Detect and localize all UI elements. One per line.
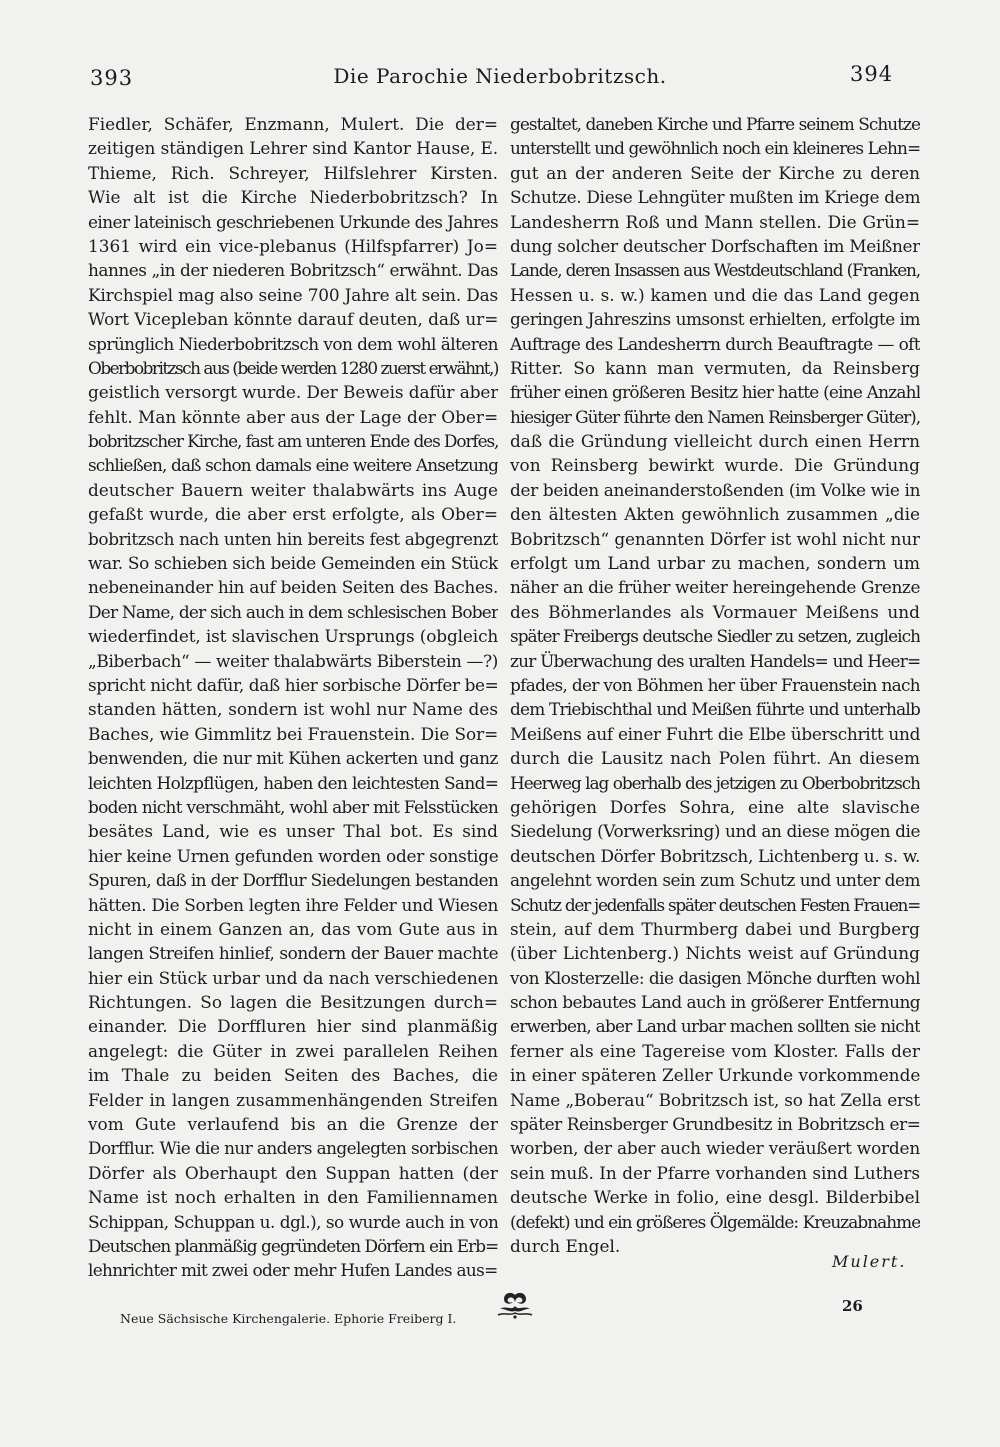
footer-publication: Neue Sächsische Kirchengalerie. Ephorie Freiberg I. [120,1311,457,1326]
right-column-line: von Klosterzelle: die dasigen Mönche durften wohl [510,967,920,988]
right-column-line: Meißens auf einer Fuhrt die Elbe überschritt und [510,723,920,744]
right-text-column [510,112,920,1258]
page-number-right: 394 [850,62,894,86]
right-column-line: unterstellt und gewöhnlich noch ein kleineres Lehn= [510,138,920,159]
left-column-line: Dörfer als Oberhaupt den Suppan hatten (der [88,1162,498,1183]
left-column-line: Wort Vicepleban könnte darauf deuten, daß ur= [88,309,498,330]
right-column-line: Auftrage des Landesherrn durch Beauftragte — oft [510,333,920,354]
author-signature: Mulert. [832,1252,907,1271]
left-column-line: Kirchspiel mag also seine 700 Jahre alt sein. Das [88,284,498,305]
left-text-column [88,112,498,1283]
right-column-line: daß die Gründung vielleicht durch einen Herrn [510,431,920,452]
left-column-line: zeitigen ständigen Lehrer sind Kantor Hause, E. [88,138,498,159]
left-column-line: Felder in langen zusammenhängenden Streifen [88,1089,498,1110]
right-column-line: zur Überwachung des uralten Handels= und Heer= [510,650,920,671]
signature-mark: 26 [842,1297,863,1315]
right-column-line: gehörigen Dorfes Sohra, eine alte slavische [510,796,920,817]
right-column-line: Ritter. So kann man vermuten, da Reinsberg [510,357,920,378]
left-column-line: Thieme, Rich. Schreyer, Hilfslehrer Kirsten. [88,162,498,183]
left-column-line: Dorfflur. Wie die nur anders angelegten sorbischen [88,1138,498,1159]
right-column-line: dung solcher deutscher Dorfschaften im Meißner [510,235,920,256]
right-column-line: näher an die früher weiter hereingehende Grenze [510,577,920,598]
right-column-line: Schutze. Diese Lehngüter mußten im Kriege dem [510,187,920,208]
left-column-line: Fiedler, Schäfer, Enzmann, Mulert. Die der= [88,114,498,134]
right-column-line: der beiden aneinanderstoßenden (im Volke wie in [510,479,920,500]
left-column-line: bobritzsch nach unten hin bereits fest abgegrenzt [88,528,498,549]
left-column-line: angelegt: die Güter in zwei parallelen Reihen [88,1040,498,1061]
running-title: Die Parochie Niederbobritzsch. [333,64,667,88]
left-column-line: benwenden, die nur mit Kühen ackerten und ganz [88,748,498,769]
left-column-line: Wie alt ist die Kirche Niederbobritzsch? In [88,187,498,208]
left-column-line: spricht nicht dafür, daß hier sorbische Dörfer be= [88,674,498,695]
right-column-line: erfolgt um Land urbar zu machen, sondern um [510,553,920,574]
right-column-line: Bobritzsch“ genannten Dörfer ist wohl nicht nur [510,528,920,549]
right-column-line: den ältesten Akten gewöhnlich zusammen „die [510,504,920,525]
left-column-line: standen hätten, sondern ist wohl nur Name des [88,699,498,720]
right-column-line: ferner als eine Tagereise vom Kloster. Falls der [510,1040,920,1061]
left-column-line: bobritzscher Kirche, fast am unteren Ende des Dorfes, [88,431,498,452]
right-column-line: (defekt) und ein größeres Ölgemälde: Kreuzabnahme [510,1211,920,1232]
left-column-line: vom Gute verlaufend bis an die Grenze der [88,1114,498,1135]
left-column-line: boden nicht verschmäht, wohl aber mit Felsstücken [88,796,498,817]
left-column-line: einander. Die Dorffluren hier sind planmäßig [88,1016,498,1037]
fleuron-ornament-icon [494,1291,536,1319]
right-column-line: deutsche Werke in folio, eine desgl. Bilderbibel [510,1187,920,1208]
left-column-line: 1361 wird ein vice-plebanus (Hilfspfarrer) Jo= [88,235,498,256]
right-column-line: später Freibergs deutsche Siedler zu setzen, zugleich [510,626,920,647]
left-column-line: Spuren, daß in der Dorfflur Siedelungen bestanden [88,870,498,891]
left-column-line: besätes Land, wie es unser Thal bot. Es sind [88,821,498,842]
right-column-line: früher einen größeren Besitz hier hatte (eine Anzahl [510,382,920,403]
left-column-line: Schippan, Schuppan u. dgl.), so wurde auch in von [88,1211,498,1232]
left-column-line: leichten Holzpflügen, haben den leichtesten Sand= [88,772,498,793]
right-column-line: schon bebautes Land auch in größerer Entfernung [510,992,920,1013]
right-column-line: worben, der aber auch wieder veräußert worden [510,1138,920,1159]
right-column-line: Heerweg lag oberhalb des jetzigen zu Oberbobritzsch [510,772,920,793]
right-column-line: pfades, der von Böhmen her über Frauenstein nach [510,674,920,695]
right-column-line: Siedelung (Vorwerksring) und an diese mögen die [510,821,920,842]
left-column-line: langen Streifen hinlief, sondern der Bauer machte [88,943,498,964]
left-column-line: Deutschen planmäßig gegründeten Dörfern ein Erb= [88,1235,498,1256]
right-column-line: Landesherrn Roß und Mann stellen. Die Grün= [510,211,920,232]
right-column-line: sein muß. In der Pfarre vorhanden sind Luthers [510,1162,920,1183]
left-column-line: war. So schieben sich beide Gemeinden ein Stück [88,553,498,574]
right-column-line: Hessen u. s. w.) kamen und die das Land gegen [510,284,920,305]
right-column-line: Name „Boberau“ Bobritzsch ist, so hat Zella erst [510,1089,920,1110]
right-column-line: später Reinsberger Grundbesitz in Bobritzsch er= [510,1114,920,1135]
left-column-line: Richtungen. So lagen die Besitzungen durch= [88,992,498,1013]
left-column-line: „Biberbach“ — weiter thalabwärts Biberstein —?) [88,650,498,671]
right-column-line: stein, auf dem Thurmberg dabei und Burgberg [510,918,920,939]
left-column-line: deutscher Bauern weiter thalabwärts ins Auge [88,479,498,500]
right-column-line: hiesiger Güter führte den Namen Reinsberger Güter), [510,406,920,427]
left-column-line: hannes „in der niederen Bobritzsch“ erwähnt. Das [88,260,498,281]
right-column-line: Schutz der jedenfalls später deutschen Festen Frauen= [510,894,920,915]
left-column-line: lehnrichter mit zwei oder mehr Hufen Landes aus= [88,1260,498,1281]
left-column-line: schließen, daß schon damals eine weitere Ansetzung [88,455,498,476]
left-column-line: sprünglich Niederbobritzsch von dem wohl älteren [88,333,498,354]
left-column-line: hier keine Urnen gefunden worden oder sonstige [88,845,498,866]
right-column-line: gut an der anderen Seite der Kirche zu deren [510,162,920,183]
left-column-line: im Thale zu beiden Seiten des Baches, die [88,1065,498,1086]
left-column-line: Baches, wie Gimmlitz bei Frauenstein. Die Sor= [88,723,498,744]
left-column-line: hätten. Die Sorben legten ihre Felder und Wiesen [88,894,498,915]
right-column-line: Lande, deren Insassen aus Westdeutschland (Franken, [510,260,920,281]
right-column-line: deutschen Dörfer Bobritzsch, Lichtenberg u. s. w. [510,845,920,866]
right-column-line: geringen Jahreszins umsonst erhielten, erfolgte im [510,309,920,330]
right-column-line: durch Engel. [510,1235,621,1256]
page-number-left: 393 [90,66,134,90]
right-column-line: erwerben, aber Land urbar machen sollten sie nicht [510,1016,920,1037]
left-column-line: Oberbobritzsch aus (beide werden 1280 zuerst erwähnt,) [88,357,498,378]
right-column-line: dem Triebischthal und Meißen führte und unterhalb [510,699,920,720]
right-column-line: von Reinsberg bewirkt wurde. Die Gründung [510,455,920,476]
left-column-line: fehlt. Man könnte aber aus der Lage der Ober= [88,406,498,427]
right-column-line: in einer späteren Zeller Urkunde vorkommende [510,1065,920,1086]
left-column-line: einer lateinisch geschriebenen Urkunde des Jahres [88,211,498,232]
right-column-line: des Böhmerlandes als Vormauer Meißens und [510,601,920,622]
left-column-line: Name ist noch erhalten in den Familiennamen [88,1187,498,1208]
right-column-line: gestaltet, daneben Kirche und Pfarre seinem Schutze [510,114,920,134]
left-column-line: geistlich versorgt wurde. Der Beweis dafür aber [88,382,498,403]
left-column-line: hier ein Stück urbar und da nach verschiedenen [88,967,498,988]
left-column-line: nicht in einem Ganzen an, das vom Gute aus in [88,918,498,939]
right-column-line: durch die Lausitz nach Polen führt. An diesem [510,748,920,769]
left-column-line: Der Name, der sich auch in dem schlesischen Bober [88,601,498,622]
left-column-line: nebeneinander hin auf beiden Seiten des Baches. [88,577,498,598]
right-column-line: angelehnt worden sein zum Schutz und unter dem [510,870,920,891]
left-column-line: wiederfindet, ist slavischen Ursprungs (obgleich [88,626,498,647]
left-column-line: gefaßt wurde, die aber erst erfolgte, als Ober= [88,504,498,525]
right-column-line: (über Lichtenberg.) Nichts weist auf Gründung [510,943,920,964]
